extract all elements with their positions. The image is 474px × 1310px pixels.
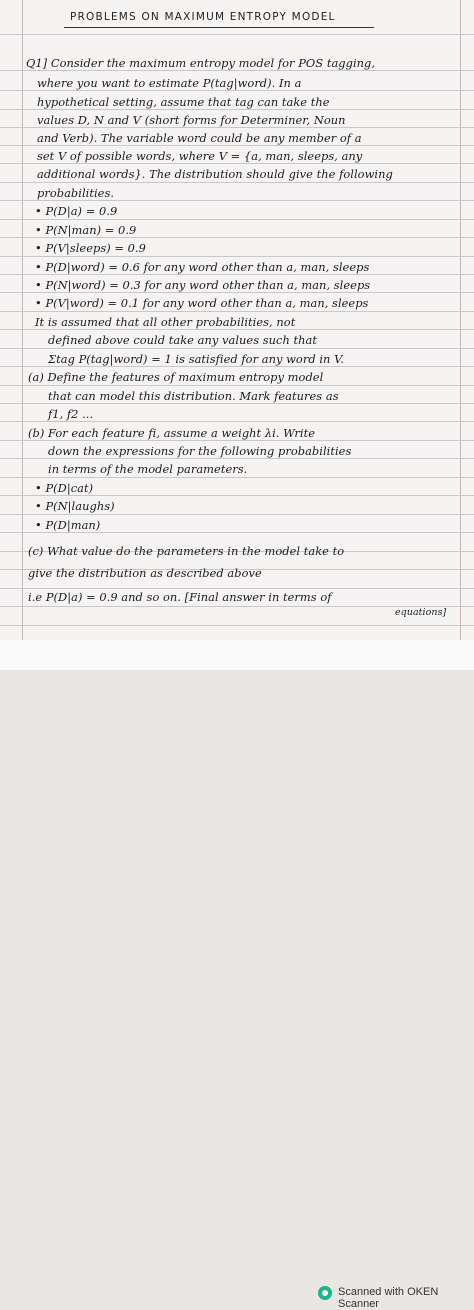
ruled-line [0,495,474,496]
ruled-line [0,403,474,404]
ruled-line [0,90,474,91]
ruled-line [0,514,474,515]
text-line: • P(D|cat) [35,481,94,495]
text-line: It is assumed that all other probabilities, not [35,315,296,329]
ruled-line [0,34,474,35]
text-line: (a) Define the features of maximum entropy model [28,370,324,384]
text-line: give the distribution as described above [28,566,262,580]
ruled-line [0,311,474,312]
text-line: that can model this distribution. Mark features as [48,389,339,403]
text-line: • P(D|word) = 0.6 for any word other than a, man, sleeps [35,260,370,274]
text-line: • P(V|sleeps) = 0.9 [35,241,146,255]
ruled-line [0,70,474,71]
text-line: Q1] Consider the maximum entropy model for POS tagging, [26,56,376,70]
ruled-line [0,458,474,459]
ruled-line [0,329,474,330]
ruled-line [0,274,474,275]
text-line: where you want to estimate P(tag|word). In a [37,76,302,90]
text-line: probabilities. [37,186,115,200]
text-line: • P(D|man) [35,518,101,532]
ruled-line [0,109,474,110]
text-line: • P(V|word) = 0.1 for any word other than a, man, sleeps [35,296,369,310]
scanner-watermark-text: Scanned with OKEN Scanner [338,1286,439,1310]
text-line: • P(N|man) = 0.9 [35,223,137,237]
text-line: • P(N|word) = 0.3 for any word other than a, man, sleeps [35,278,371,292]
title-underline [64,27,374,28]
ruled-line [0,145,474,146]
text-line: in terms of the model parameters. [48,462,248,476]
ruled-line [0,421,474,422]
text-line: f1, f2 ... [48,407,94,421]
page-title: PROBLEMS ON MAXIMUM ENTROPY MODEL [70,11,336,23]
scanner-logo-icon [318,1286,332,1300]
scanner-footer [0,640,474,1310]
text-line: Σtag P(tag|word) = 1 is satisfied for any word in V. [48,352,345,366]
ruled-line [0,385,474,386]
text-line: hypothetical setting, assume that tag can take the [37,95,330,109]
ruled-line [0,477,474,478]
text-line: down the expressions for the following probabilities [48,444,352,458]
ruled-line [0,588,474,589]
ruled-line [0,127,474,128]
ruled-line [0,440,474,441]
text-line: and Verb). The variable word could be any member of a [37,131,362,145]
ruled-line [0,292,474,293]
ruled-line [0,366,474,367]
ruled-line [0,348,474,349]
text-line: • P(D|a) = 0.9 [35,204,118,218]
ruled-line [0,256,474,257]
ruled-line [0,237,474,238]
text-line: set V of possible words, where V = {a, man, sleeps, any [37,149,363,163]
margin-line [22,0,23,640]
ruled-line [0,219,474,220]
ruled-line [0,182,474,183]
text-line: equations] [395,607,447,618]
ruled-line [0,163,474,164]
text-line: i.e P(D|a) = 0.9 and so on. [Final answer in terms of [28,590,332,604]
ruled-line [0,532,474,533]
text-line: (b) For each feature fi, assume a weight λi. Write [28,426,315,440]
ruled-line [0,200,474,201]
text-line: additional words}. The distribution should give the following [37,167,393,181]
text-line: values D, N and V (short forms for Determiner, Noun [37,113,346,127]
ruled-line [0,625,474,626]
text-line: (c) What value do the parameters in the model take to [28,544,345,558]
text-line: • P(N|laughs) [35,499,115,513]
text-line: defined above could take any values such that [48,333,318,347]
